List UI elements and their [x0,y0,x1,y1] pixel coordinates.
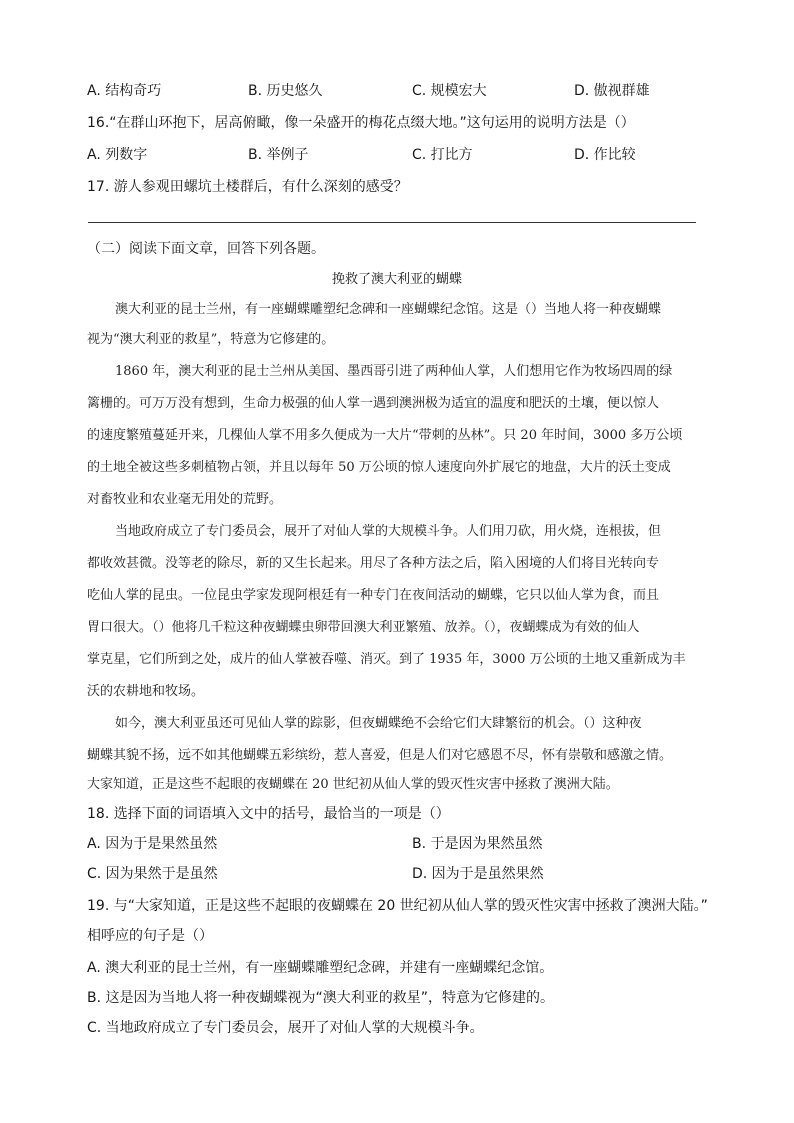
q19-option-a: A. 澳大利亚的昆士兰州，有一座蝴蝶雕塑纪念碑，并建有一座蝴蝶纪念馆。 [87,960,554,976]
q15-option-d: D. 傲视群雄 [574,83,650,99]
q18-option-a: A. 因为于是果然虽然 [87,836,218,852]
q18-stem: 18. 选择下面的词语填入文中的括号，最恰当的一项是（） [87,806,450,822]
article-line: 的土地全被这些多刺植物占领，并且以每年 50 万公顷的惊人速度向外扩展它的地盘，大片的沃土变成 [87,460,671,475]
article-title: 挽救了澳大利亚的蝴蝶 [331,272,462,287]
q19-stem: 19. 与“大家知道，正是这些不起眼的夜蝴蝶在 20 世纪初从仙人掌的毁灭性灾害中拯救了澳洲大陆。” [87,898,708,914]
q18-option-c: C. 因为果然于是虽然 [87,866,218,882]
article-line: 如今，澳大利亚虽还可见仙人掌的踪影，但夜蝴蝶绝不会给它们大肆繁衍的机会。（）这种夜 [115,716,642,731]
article-line: 1860 年，澳大利亚的昆士兰州从美国、墨西哥引进了两种仙人掌，人们想用它作为牧场四周的绿 [115,364,673,379]
article-line: 的速度繁殖蔓延开来，几棵仙人掌不用多久便成为一大片“带刺的丛林”。只 20 年时间，3000 多万公顷 [87,428,683,443]
q16-option-b: B. 举例子 [248,147,309,163]
q19-option-b: B. 这是因为当地人将一种夜蝴蝶视为“澳大利亚的救星”，特意为它修建的。 [87,990,555,1006]
section2-heading: （二）阅读下面文章，回答下列各题。 [87,241,325,257]
article-line: 胃口很大。（）他将几千粒这种夜蝴蝶虫卵带回澳大利亚繁殖、放养。（），夜蝴蝶成为有效的仙人 [87,620,640,635]
q19-option-c: C. 当地政府成立了专门委员会，展开了对仙人掌的大规模斗争。 [87,1020,484,1036]
article-line: 蝴蝶其貌不扬，远不如其他蝴蝶五彩缤纷，惹人喜爱，但是人们对它感恩不尽，怀有崇敬和感激之情。 [87,748,673,763]
q15-option-c: C. 规模宏大 [412,83,487,99]
article-line: 澳大利亚的昆士兰州，有一座蝴蝶雕塑纪念碑和一座蝴蝶纪念馆。这是（）当地人将一种夜蝴蝶 [115,302,662,317]
q16-option-c: C. 打比方 [412,147,473,163]
q15-option-a: A. 结构奇巧 [87,83,162,99]
article-line: 篱栅的。可万万没有想到，生命力极强的仙人掌一遇到澳洲极为适宜的温度和肥沃的土壤，便以惊人 [87,396,660,411]
article-line: 当地政府成立了专门委员会，展开了对仙人掌的大规模斗争。人们用刀砍，用火烧，连根拔，但 [115,524,662,539]
q17-answer-line [88,222,696,223]
q18-option-b: B. 于是因为果然虽然 [412,836,543,852]
article-line: 掌克星，它们所到之处，成片的仙人掌被吞噬、消灭。到了 1935 年，3000 万公顷的土地又重新成为丰 [87,652,686,667]
article-line: 都收效甚微。没等老的除尽，新的又生长起来。用尽了各种方法之后，陷入困境的人们将目光转向专 [87,556,660,571]
q18-option-d: D. 因为于是虽然果然 [412,866,544,882]
q19-stem-continued: 相呼应的句子是（） [87,928,213,944]
article-line: 沃的农耕地和牧场。 [87,684,205,699]
article-line: 吃仙人掌的昆虫。一位昆虫学家发现阿根廷有一种专门在夜间活动的蝴蝶，它只以仙人掌为食，而且 [87,588,660,603]
q17-stem: 17. 游人参观田螺坑土楼群后，有什么深刻的感受？ [87,179,408,195]
q16-option-d: D. 作比较 [574,147,636,163]
q16-option-a: A. 列数字 [87,147,148,163]
article-line: 视为“澳大利亚的救星”，特意为它修建的。 [87,332,335,347]
article-line: 大家知道，正是这些不起眼的夜蝴蝶在 20 世纪初从仙人掌的毁灭性灾害中拯救了澳洲大陆。 [87,777,619,792]
q15-option-b: B. 历史悠久 [248,83,323,99]
q16-stem: 16.“在群山环抱下，居高俯瞰，像一朵盛开的梅花点缀大地。”这句运用的说明方法是（） [87,115,635,131]
article-line: 对畜牧业和农业毫无用处的荒野。 [87,492,283,507]
